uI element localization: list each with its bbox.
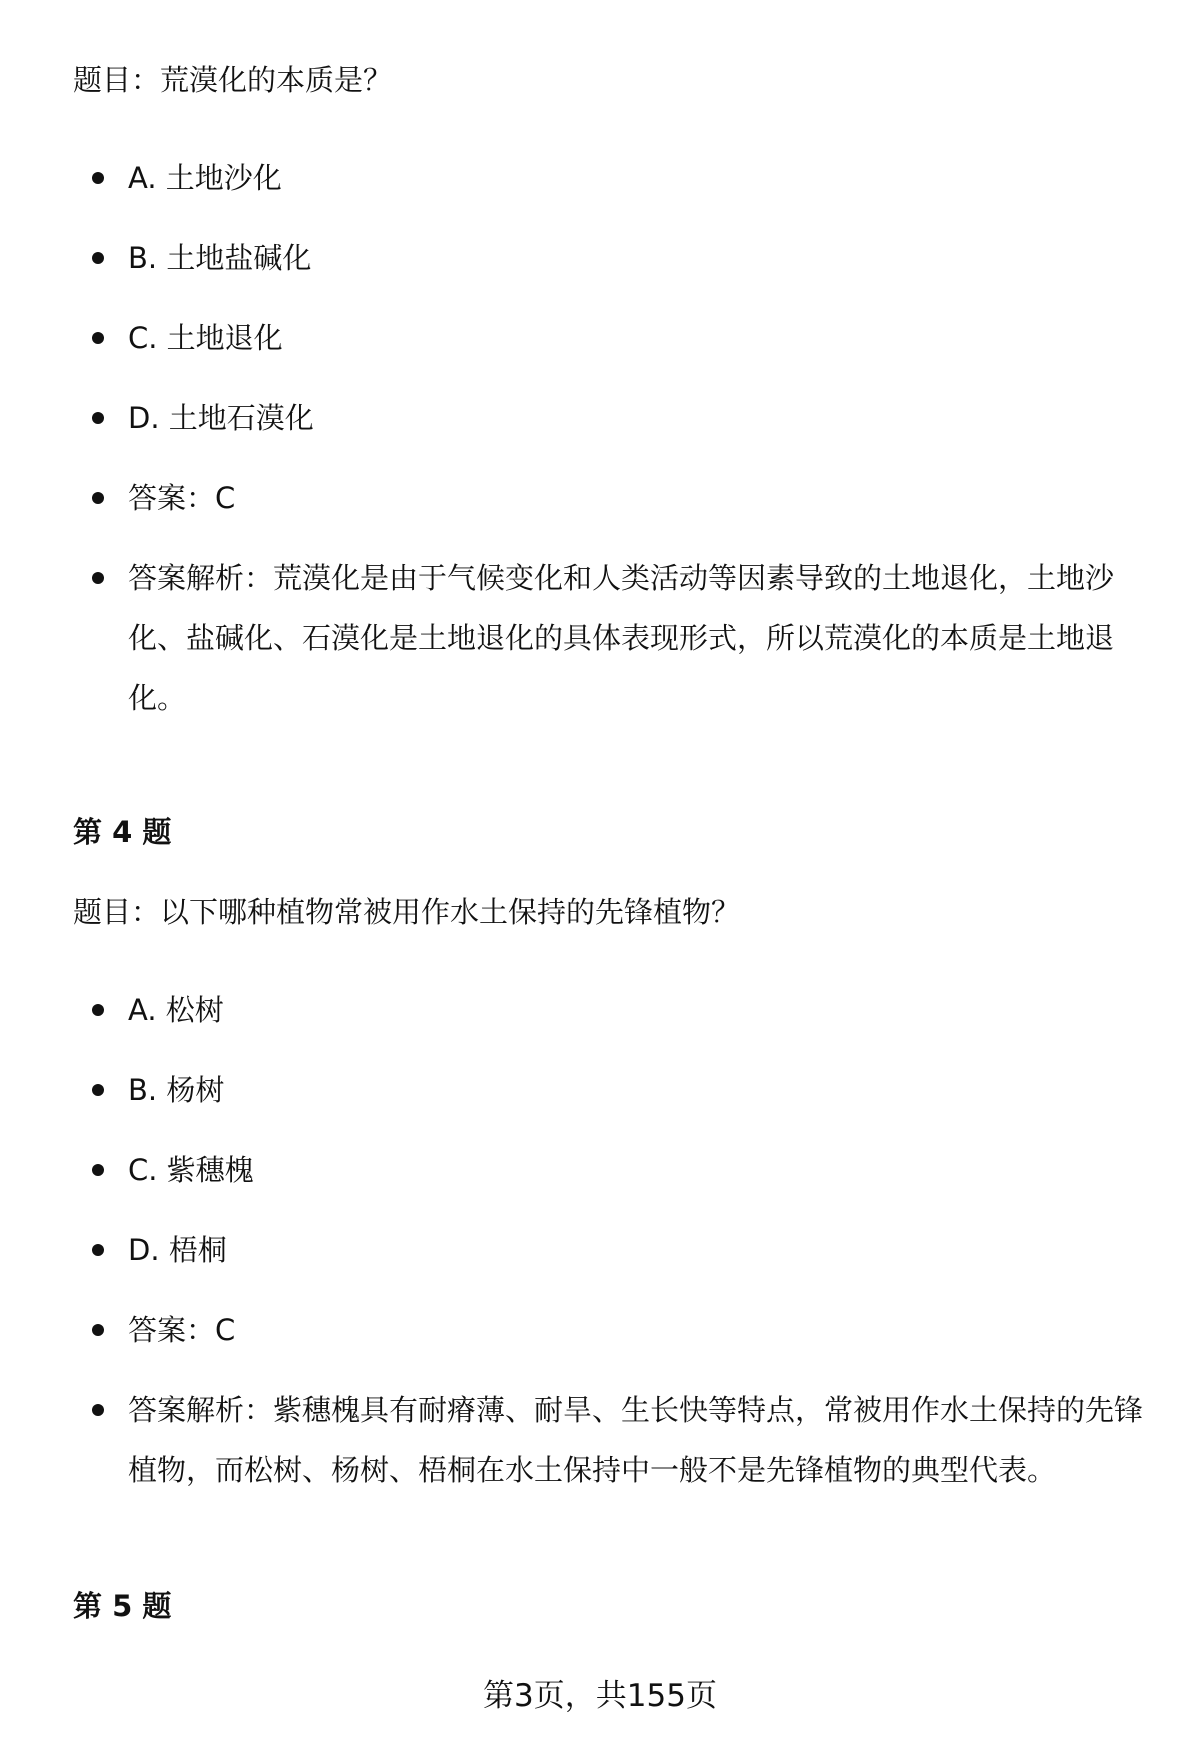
option-label: A. 土地沙化 [128, 161, 282, 195]
bullet-icon [92, 412, 104, 424]
bullet-icon [92, 172, 104, 184]
question-3-explanation [92, 548, 1152, 728]
bullet-icon [92, 1164, 104, 1176]
bullet-icon [92, 572, 104, 584]
bullet-icon [92, 492, 104, 504]
option-label: A. 松树 [128, 993, 224, 1027]
bullet-icon [92, 1324, 104, 1336]
question-4-heading: 第 4 题 [73, 815, 172, 849]
option-label: C. 土地退化 [128, 321, 283, 355]
page-number: 第3页，共155页 [483, 1678, 717, 1714]
bullet-icon [92, 1244, 104, 1256]
answer-label: 答案：C [128, 481, 236, 515]
option-label: D. 土地石漠化 [128, 401, 314, 435]
answer-label: 答案：C [128, 1313, 236, 1347]
question-4-text: 题目：以下哪种植物常被用作水土保持的先锋植物？ [73, 895, 741, 929]
bullet-icon [92, 252, 104, 264]
bullet-icon [92, 1404, 104, 1416]
option-label: D. 梧桐 [128, 1233, 227, 1267]
option-label: B. 杨树 [128, 1073, 225, 1107]
question-5-heading: 第 5 题 [73, 1589, 172, 1623]
question-4-explanation [92, 1380, 1152, 1500]
bullet-icon [92, 1004, 104, 1016]
explanation-text: 答案解析：荒漠化是由于气候变化和人类活动等因素导致的土地退化，土地沙化、盐碱化、石漠化是土地退化的具体表现形式，所以荒漠化的本质是土地退化。 [128, 561, 1115, 715]
option-label: C. 紫穗槐 [128, 1153, 254, 1187]
explanation-text: 答案解析：紫穗槐具有耐瘠薄、耐旱、生长快等特点，常被用作水土保持的先锋植物，而松树、杨树、梧桐在水土保持中一般不是先锋植物的典型代表。 [128, 1393, 1144, 1487]
question-3-text: 题目：荒漠化的本质是？ [73, 63, 393, 97]
option-label: B. 土地盐碱化 [128, 241, 312, 275]
bullet-icon [92, 1084, 104, 1096]
bullet-icon [92, 332, 104, 344]
